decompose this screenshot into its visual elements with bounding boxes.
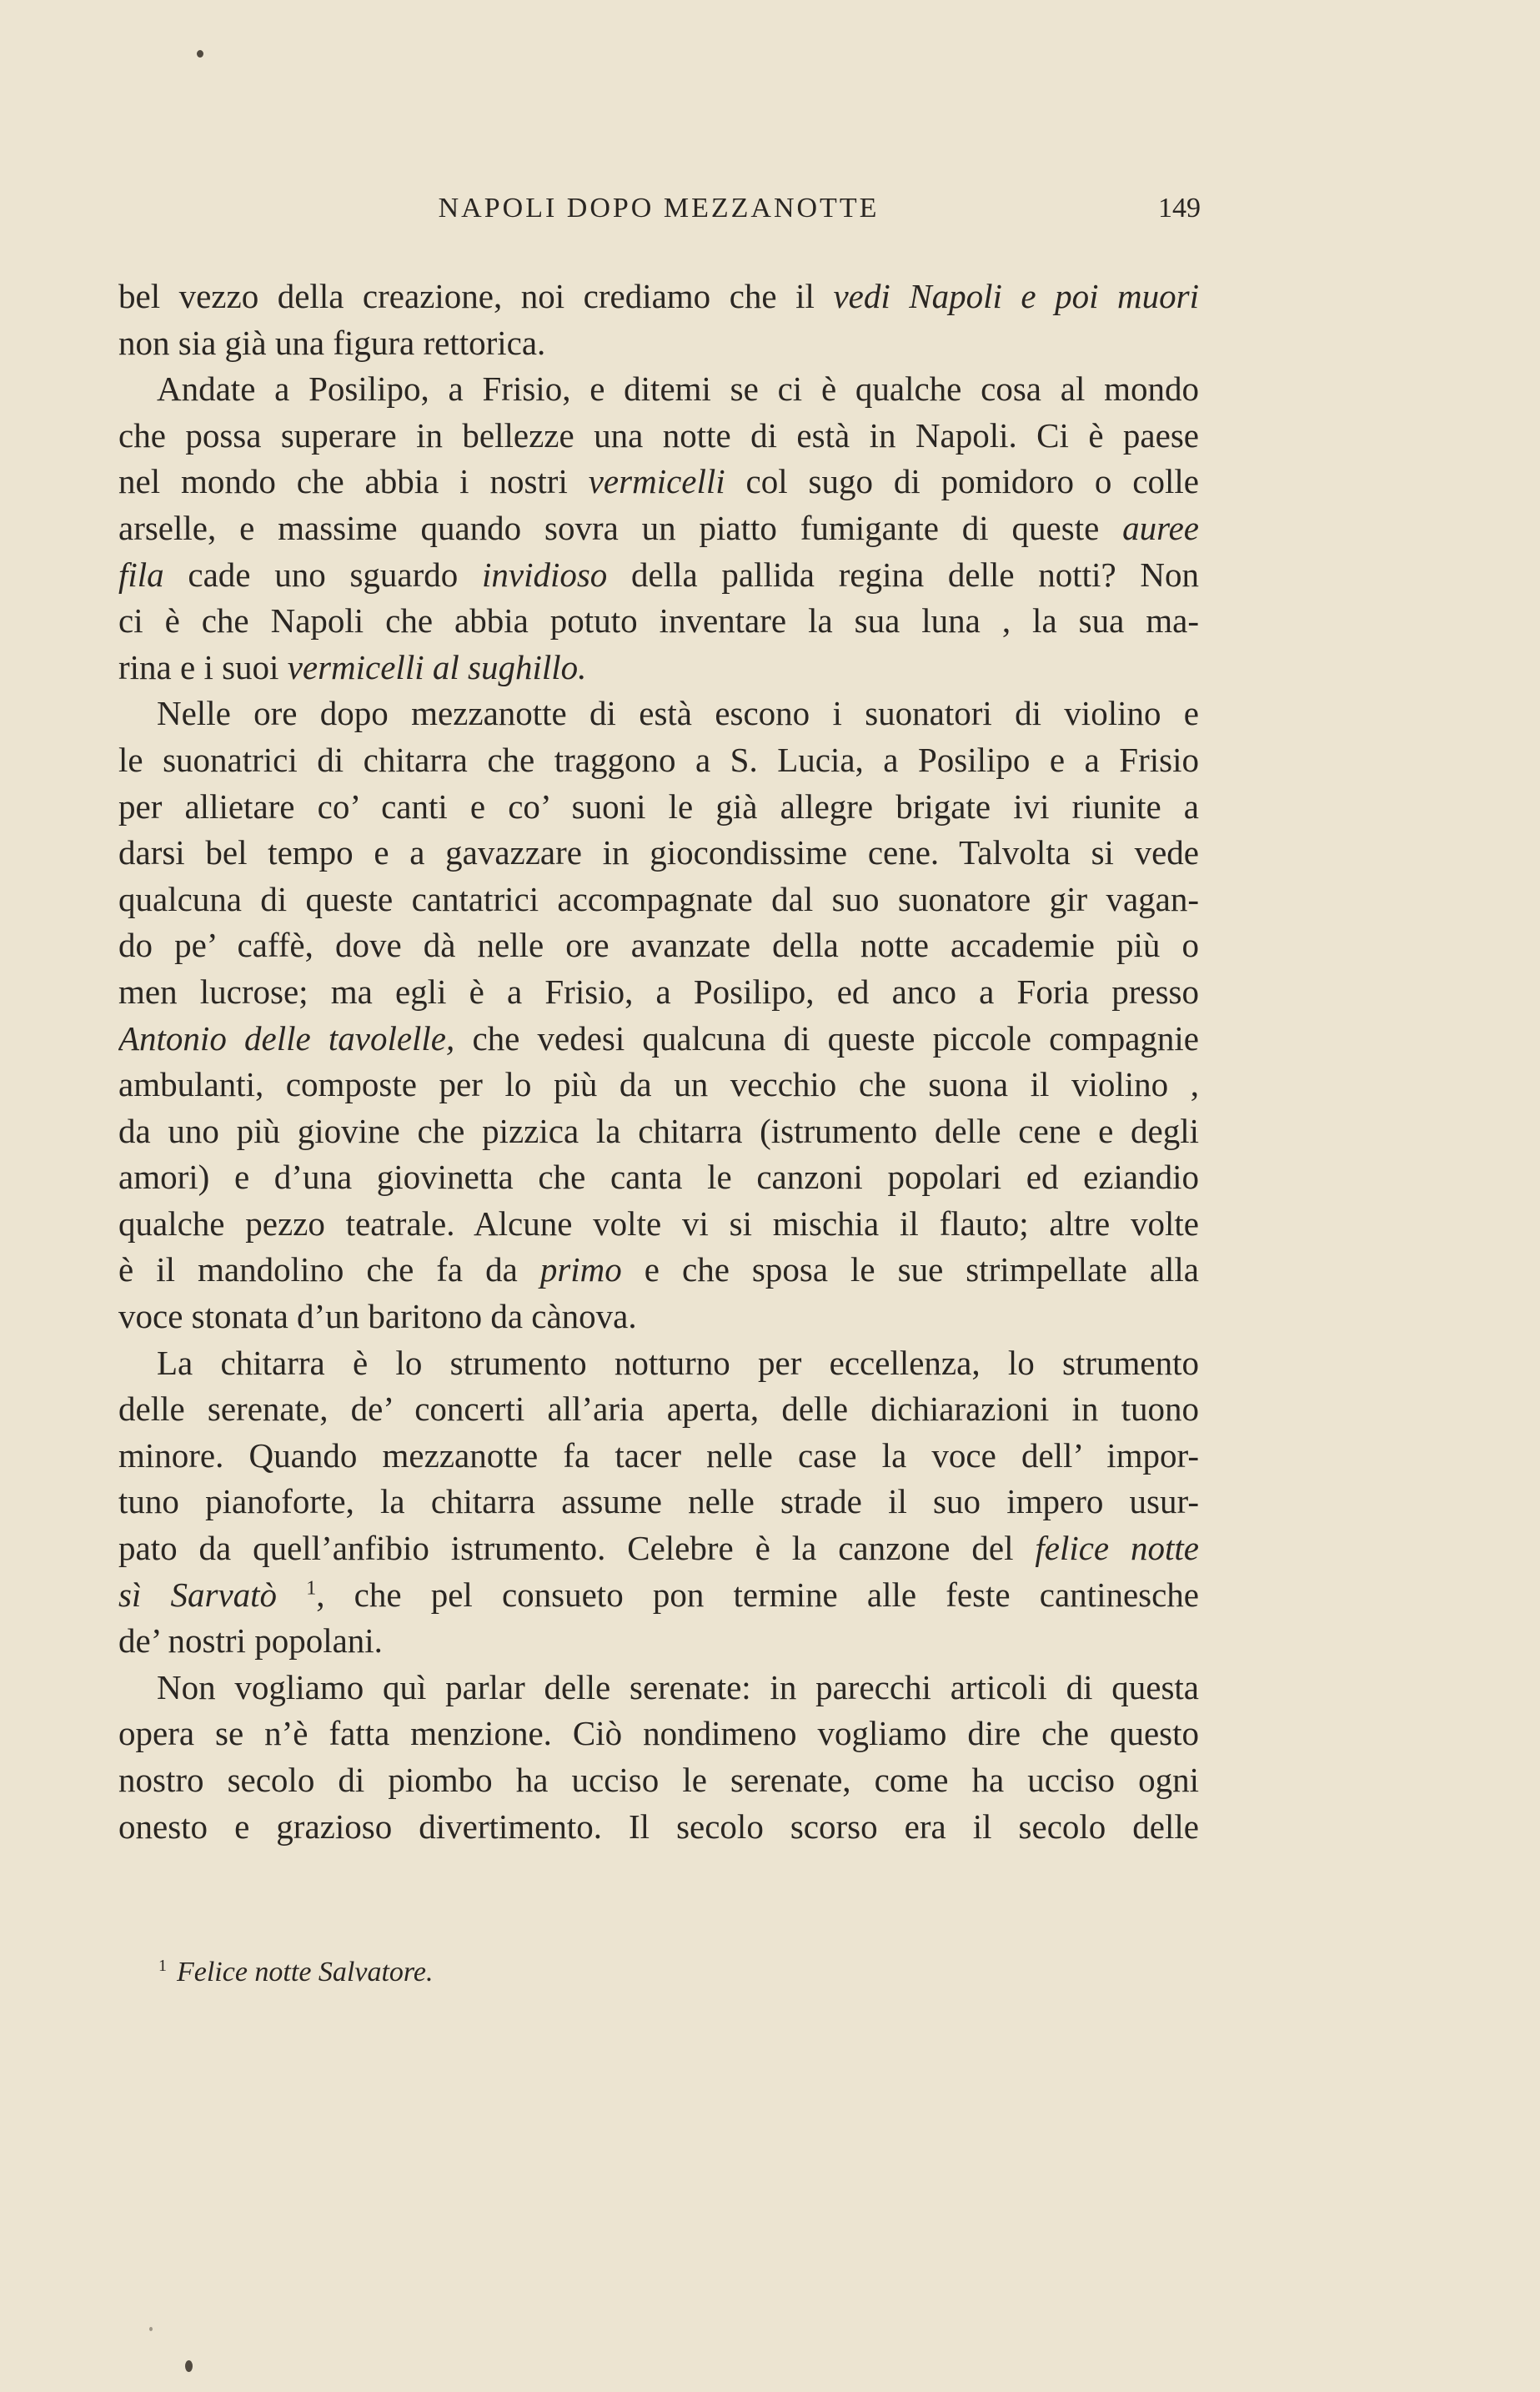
text-line: tuno pianoforte, la chitarra assume nelle strade il suo impero usur- xyxy=(118,1482,1199,1521)
text-line: pato da quell’anfibio istrumento. Celebre è la canzone del felice notte xyxy=(118,1529,1199,1568)
footnote-text: Felice notte Salvatore. xyxy=(177,1957,434,1987)
text-line: delle serenate, de’ concerti all’aria aperta, delle dichiarazioni in tuono xyxy=(118,1389,1199,1429)
text-line: non sia già una figura rettorica. xyxy=(118,323,546,362)
running-title: NAPOLI DOPO MEZZANOTTE xyxy=(438,193,880,224)
text-line: voce stonata d’un baritono da cànova. xyxy=(118,1297,637,1336)
text-line: qualche pezzo teatrale. Alcune volte vi si mischia il flauto; altre volte xyxy=(118,1204,1199,1243)
text-line: nostro secolo di piombo ha ucciso le serenate, come ha ucciso ogni xyxy=(118,1761,1199,1799)
text-line: opera se n’è fatta menzione. Ciò nondimeno vogliamo dire che questo xyxy=(118,1714,1199,1753)
paper-speck xyxy=(185,2360,193,2372)
text-line: de’ nostri popolani. xyxy=(118,1621,383,1661)
text-line: arselle, e massime quando sovra un piatto fumigante di queste auree xyxy=(118,508,1199,547)
paper-speck xyxy=(197,50,203,58)
footnote-marker: 1 xyxy=(158,1956,167,1975)
text-line: onesto e grazioso divertimento. Il secolo scorso era il secolo delle xyxy=(118,1807,1199,1846)
running-head xyxy=(117,190,1201,227)
text-line: sì Sarvatò $^1$, che pel consueto pon termine alle feste cantinesche xyxy=(118,1575,1199,1614)
text-line: men lucrose; ma egli è a Frisio, a Posilipo, ed anco a Foria presso xyxy=(118,972,1199,1011)
text-line: nel mondo che abbia i nostri vermicelli col sugo di pomidoro o colle xyxy=(118,462,1199,501)
text-line: Antonio delle tavolelle, che vedesi qualcuna di queste piccole compagnie xyxy=(118,1018,1199,1058)
text-line: Andate a Posilipo, a Frisio, e ditemi se ci è qualche cosa al mondo xyxy=(157,369,1199,409)
text-line: che possa superare in bellezze una notte di està in Napoli. Ci è paese xyxy=(118,415,1199,455)
text-line: fila cade uno sguardo invidioso della pallida regina delle notti? Non xyxy=(118,555,1199,594)
text-line: è il mandolino che fa da primo e che sposa le sue strimpellate alla xyxy=(118,1250,1199,1289)
text-line: minore. Quando mezzanotte fa tacer nelle case la voce dell’ impor- xyxy=(118,1435,1199,1475)
footnote-ref: 1 xyxy=(306,1576,317,1599)
page-number: 149 xyxy=(1158,193,1201,224)
text-line: ambulanti, composte per lo più da un vecchio che suona il violino , xyxy=(118,1065,1199,1104)
text-line: Nelle ore dopo mezzanotte di està escono i suonatori di violino e xyxy=(157,694,1199,733)
text-line: rina e i suoi vermicelli al sughillo. xyxy=(118,647,587,686)
text-line: Non vogliamo quì parlar delle serenate: in parecchi articoli di questa xyxy=(157,1667,1199,1706)
text-line: bel vezzo della creazione, noi crediamo che il vedi Napoli e poi muori xyxy=(118,277,1199,315)
text-line: ci è che Napoli che abbia potuto inventare la sua luna , la sua ma- xyxy=(118,601,1199,641)
text-line: le suonatrici di chitarra che traggono a S. Lucia, a Posilipo e a Frisio xyxy=(118,740,1199,779)
text-line: do pe’ caffè, dove dà nelle ore avanzate della notte accademie più o xyxy=(118,926,1199,965)
text-line: amori) e d’una giovinetta che canta le canzoni popolari ed eziandio xyxy=(118,1158,1199,1197)
text-line: per allietare co’ canti e co’ suoni le già allegre brigate ivi riunite a xyxy=(118,786,1199,826)
footnote xyxy=(158,1954,433,1991)
text-line: da uno più giovine che pizzica la chitarra (istrumento delle cene e degli xyxy=(118,1111,1199,1150)
body-text xyxy=(118,274,1199,1850)
text-line: La chitarra è lo strumento notturno per eccellenza, lo strumento xyxy=(157,1343,1199,1382)
paper-speck xyxy=(149,2327,153,2331)
text-line: darsi bel tempo e a gavazzare in giocondissime cene. Talvolta si vede xyxy=(118,833,1199,872)
text-line: qualcuna di queste cantatrici accompagnate dal suo suonatore gir vagan- xyxy=(118,879,1199,918)
